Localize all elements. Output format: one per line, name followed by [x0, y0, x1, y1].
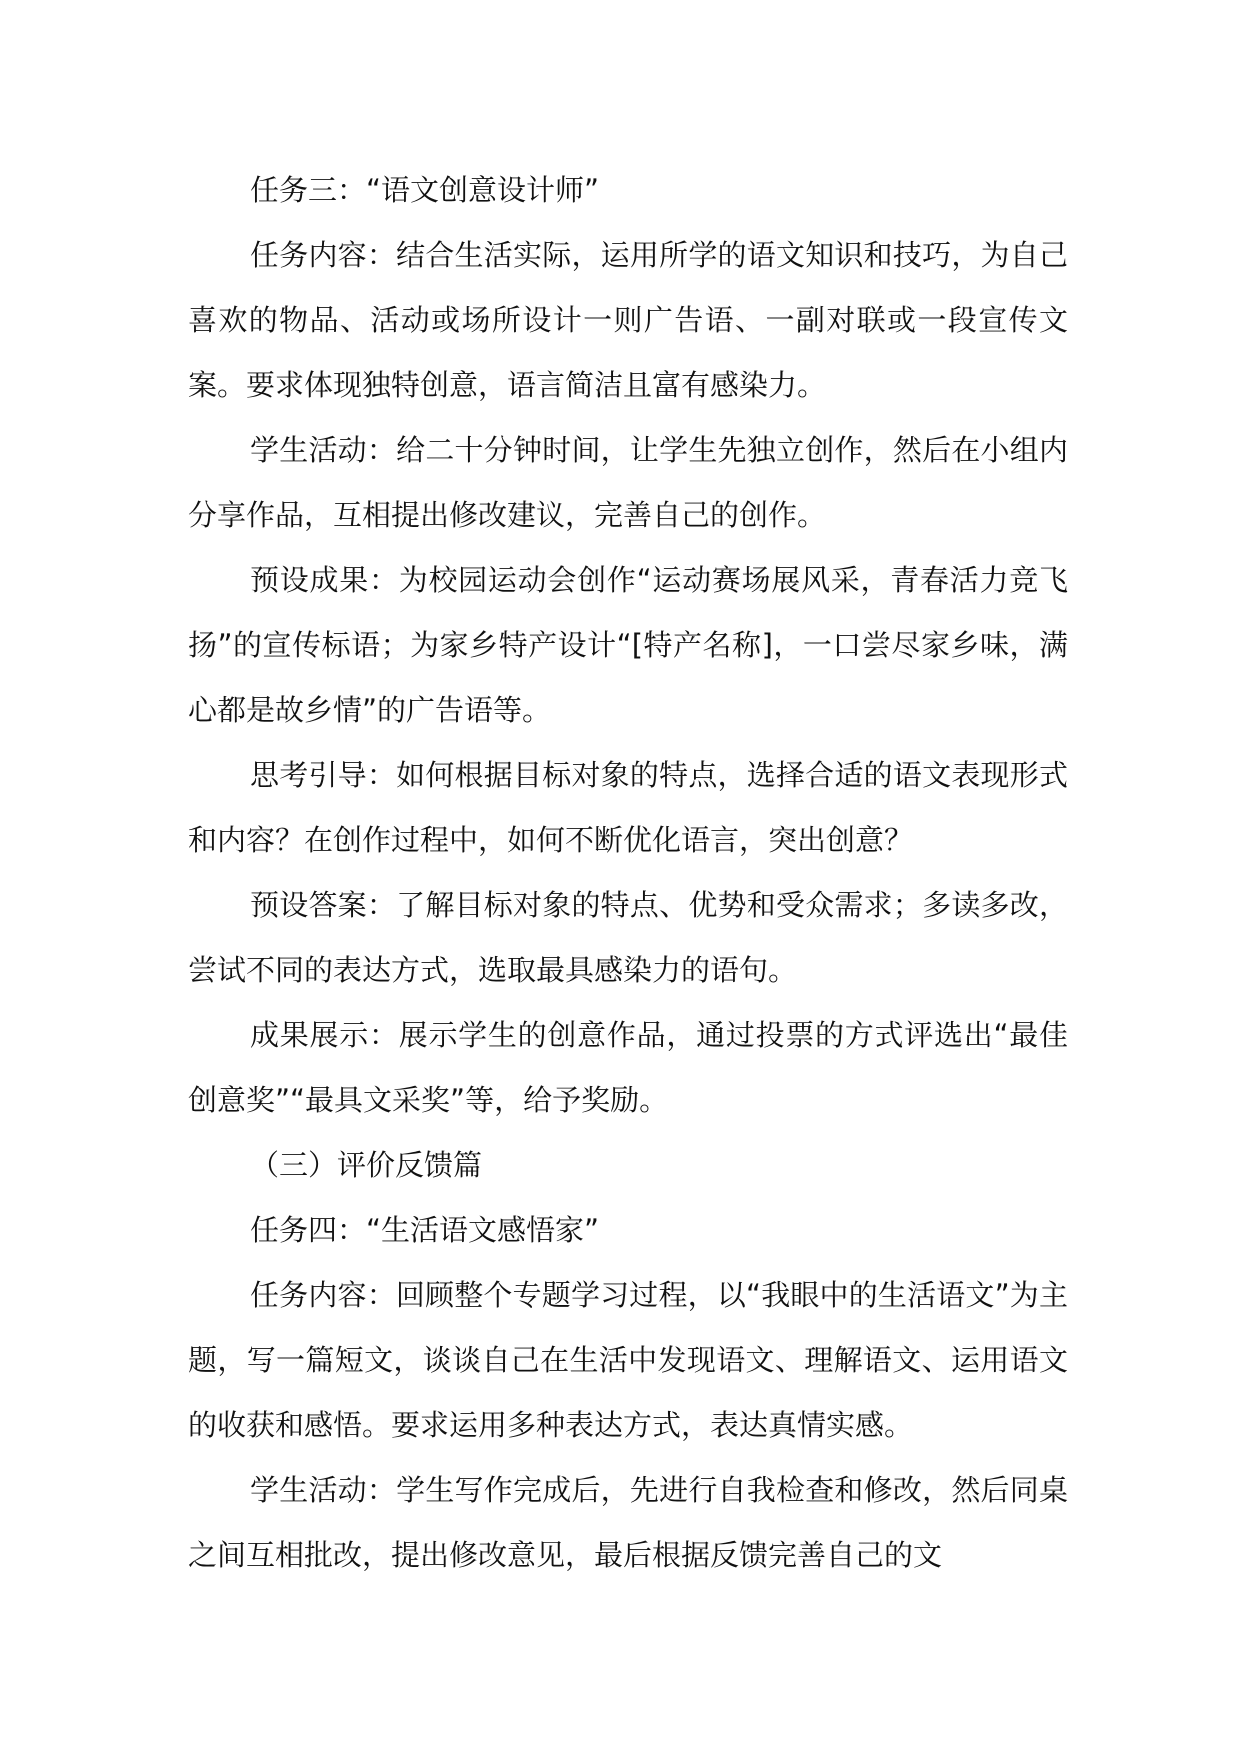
task-three-heading: 任务三：“语文创意设计师”: [250, 173, 600, 207]
section-three-heading: （三）评价反馈篇: [250, 1148, 483, 1182]
task-three-thinking-guide-paragraph: 思考引导：如何根据目标对象的特点，选择合适的语文表现形式和内容？在创作过程中，如何不断优化语言，突出创意？: [188, 758, 1068, 857]
task-three-showcase-paragraph: 成果展示：展示学生的创意作品，通过投票的方式评选出“最佳创意奖”“最具文采奖”等，给予奖励。: [188, 1018, 1068, 1117]
task-four-content-paragraph: 任务内容：回顾整个专题学习过程，以“我眼中的生活语文”为主题，写一篇短文，谈谈自己在生活中发现语文、理解语文、运用语文的收获和感悟。要求运用多种表达方式，表达真情实感。: [188, 1278, 1068, 1442]
task-three-preset-answer-paragraph: 预设答案：了解目标对象的特点、优势和受众需求；多读多改，尝试不同的表达方式，选取最具感染力的语句。: [188, 888, 1068, 987]
document-body: [188, 158, 1068, 1588]
task-three-student-activity-paragraph: 学生活动：给二十分钟时间，让学生先独立创作，然后在小组内分享作品，互相提出修改建议，完善自己的创作。: [188, 433, 1068, 532]
task-three-expected-results-paragraph: 预设成果：为校园运动会创作“运动赛场展风采，青春活力竞飞扬”的宣传标语；为家乡特产设计“[特产名称]，一口尝尽家乡味，满心都是故乡情”的广告语等。: [188, 563, 1068, 727]
task-four-student-activity-paragraph: 学生活动：学生写作完成后，先进行自我检查和修改，然后同桌之间互相批改，提出修改意见，最后根据反馈完善自己的文: [188, 1473, 1068, 1572]
task-four-heading: 任务四：“生活语文感悟家”: [250, 1213, 600, 1247]
task-three-content-paragraph: 任务内容：结合生活实际，运用所学的语文知识和技巧，为自己喜欢的物品、活动或场所设计一则广告语、一副对联或一段宣传文案。要求体现独特创意，语言简洁且富有感染力。: [188, 238, 1068, 402]
